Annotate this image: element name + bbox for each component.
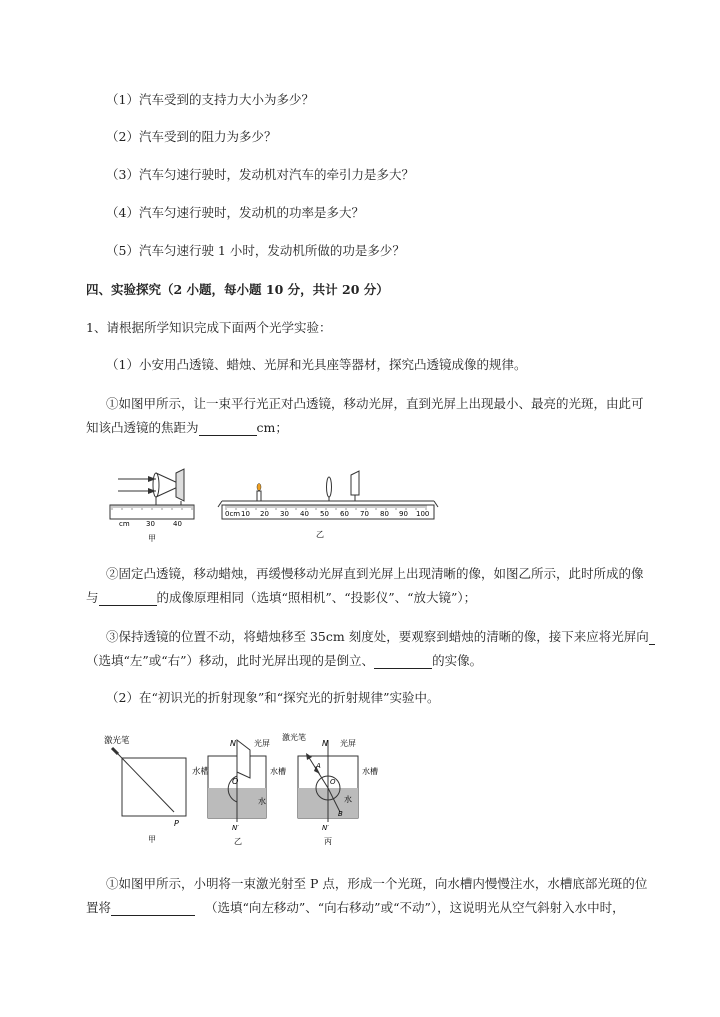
tick-label: 80 [380, 510, 389, 518]
paragraph-line: ②固定凸透镜，移动蜡烛，再缓慢移动光屏直到光屏上出现清晰的像，如图乙所示，此时所成的像 [106, 566, 644, 581]
tick-label: 40 [300, 510, 309, 518]
text: cm； [256, 420, 288, 435]
normal-N: N [322, 739, 328, 748]
water-label: 水 [344, 795, 352, 804]
screen-label: 光屏 [340, 739, 356, 748]
point-A: A [316, 762, 321, 770]
paragraph-line [86, 590, 476, 606]
tank-label: 水槽 [192, 767, 210, 777]
laser-label: 激光笔 [104, 736, 130, 746]
figure-label: 甲 [148, 835, 156, 844]
answer-blank[interactable] [374, 655, 432, 669]
text: ③保持透镜的位置不动，将蜡烛移至 35cm 刻度处，要观察到蜡烛的清晰的像，接下来应将光屏向 [106, 629, 649, 644]
point-O: O [232, 777, 239, 786]
section-heading: 四、实验探究（2 小题，每小题 10 分，共计 20 分） [86, 282, 389, 297]
tick-label: 0cm [225, 510, 241, 518]
text: 与 [86, 590, 99, 605]
text: 置将 [86, 900, 112, 915]
tick-label: 90 [399, 510, 408, 518]
tick-label: 50 [320, 510, 329, 518]
tick-label: 60 [340, 510, 349, 518]
paragraph-line [86, 420, 288, 436]
question-title: 1、请根据所学知识完成下面两个光学实验： [86, 320, 332, 335]
figure-yi-tank [208, 738, 286, 846]
normal-N: N [230, 739, 236, 748]
question-line: （4）汽车匀速行驶时，发动机的功率是多大？ [106, 205, 364, 220]
text: 的实像。 [432, 653, 483, 668]
answer-blank[interactable] [199, 422, 257, 436]
text: 的成像原理相同（选填“照相机”、“投影仪”、“放大镜”）； [156, 590, 477, 605]
paragraph-line [86, 653, 482, 669]
sub-question: （2）在“初识光的折射现象”和“探究光的折射规律”实验中。 [106, 690, 440, 705]
laser-label: 激光笔 [282, 733, 306, 742]
tick-label: 40 [173, 520, 182, 528]
text: 知该凸透镜的焦距为 [86, 420, 199, 435]
water-label: 水 [258, 797, 266, 806]
refraction-figure [104, 726, 394, 852]
figure-label: 乙 [316, 530, 324, 539]
figure-jia [110, 469, 194, 543]
tick-label: cm [119, 520, 130, 528]
normal-N-prime: N′ [232, 824, 239, 832]
figure-yi [218, 471, 438, 539]
answer-blank[interactable] [111, 902, 195, 916]
figure-bing-tank [282, 732, 378, 846]
point-P: P [174, 819, 179, 828]
sub-question: （1）小安用凸透镜、蜡烛、光屏和光具座等器材，探究凸透镜成像的规律。 [106, 357, 527, 372]
tick-label: 70 [360, 510, 369, 518]
paragraph-line [106, 629, 655, 645]
point-B: B [338, 810, 343, 818]
answer-blank[interactable] [649, 631, 655, 645]
normal-N-prime: N′ [322, 824, 329, 832]
figure-label: 乙 [234, 837, 242, 846]
figure-label: 丙 [324, 837, 332, 846]
tank-label: 水槽 [362, 767, 378, 776]
tick-label: 100 [416, 510, 430, 518]
paragraph-line: ①如图甲所示，让一束平行光正对凸透镜，移动光屏，直到光屏上出现最小、最亮的光斑，由此可 [106, 396, 644, 411]
tick-label: 10 [241, 510, 250, 518]
point-O: O [330, 778, 336, 786]
tick-label: 30 [280, 510, 289, 518]
lens-figure [104, 455, 444, 545]
figure-label: 甲 [148, 534, 156, 543]
tick-label: 20 [260, 510, 269, 518]
question-line: （5）汽车匀速行驶 1 小时，发动机所做的功是多少？ [106, 243, 405, 258]
tank-label: 水槽 [270, 767, 286, 776]
tick-label: 30 [146, 520, 155, 528]
text: （选填“向左移动”、“向右移动”或“不动”），这说明光从空气斜射入水中时， [205, 900, 625, 915]
question-line: （3）汽车匀速行驶时，发动机对汽车的牵引力是多大？ [106, 167, 414, 182]
question-line: （2）汽车受到的阻力为多少？ [106, 129, 277, 144]
figure-jia-tank [104, 735, 210, 844]
text: （选填“左”或“右”）移动，此时光屏出现的是倒立、 [86, 653, 375, 668]
question-line: （1）汽车受到的支持力大小为多少？ [106, 92, 314, 107]
paragraph-line: ①如图甲所示，小明将一束激光射至 P 点，形成一个光斑，向水槽内慢慢注水，水槽底部光斑的位 [106, 876, 648, 891]
answer-blank[interactable] [99, 592, 157, 606]
screen-label: 光屏 [254, 739, 270, 748]
paragraph-line [86, 900, 625, 916]
